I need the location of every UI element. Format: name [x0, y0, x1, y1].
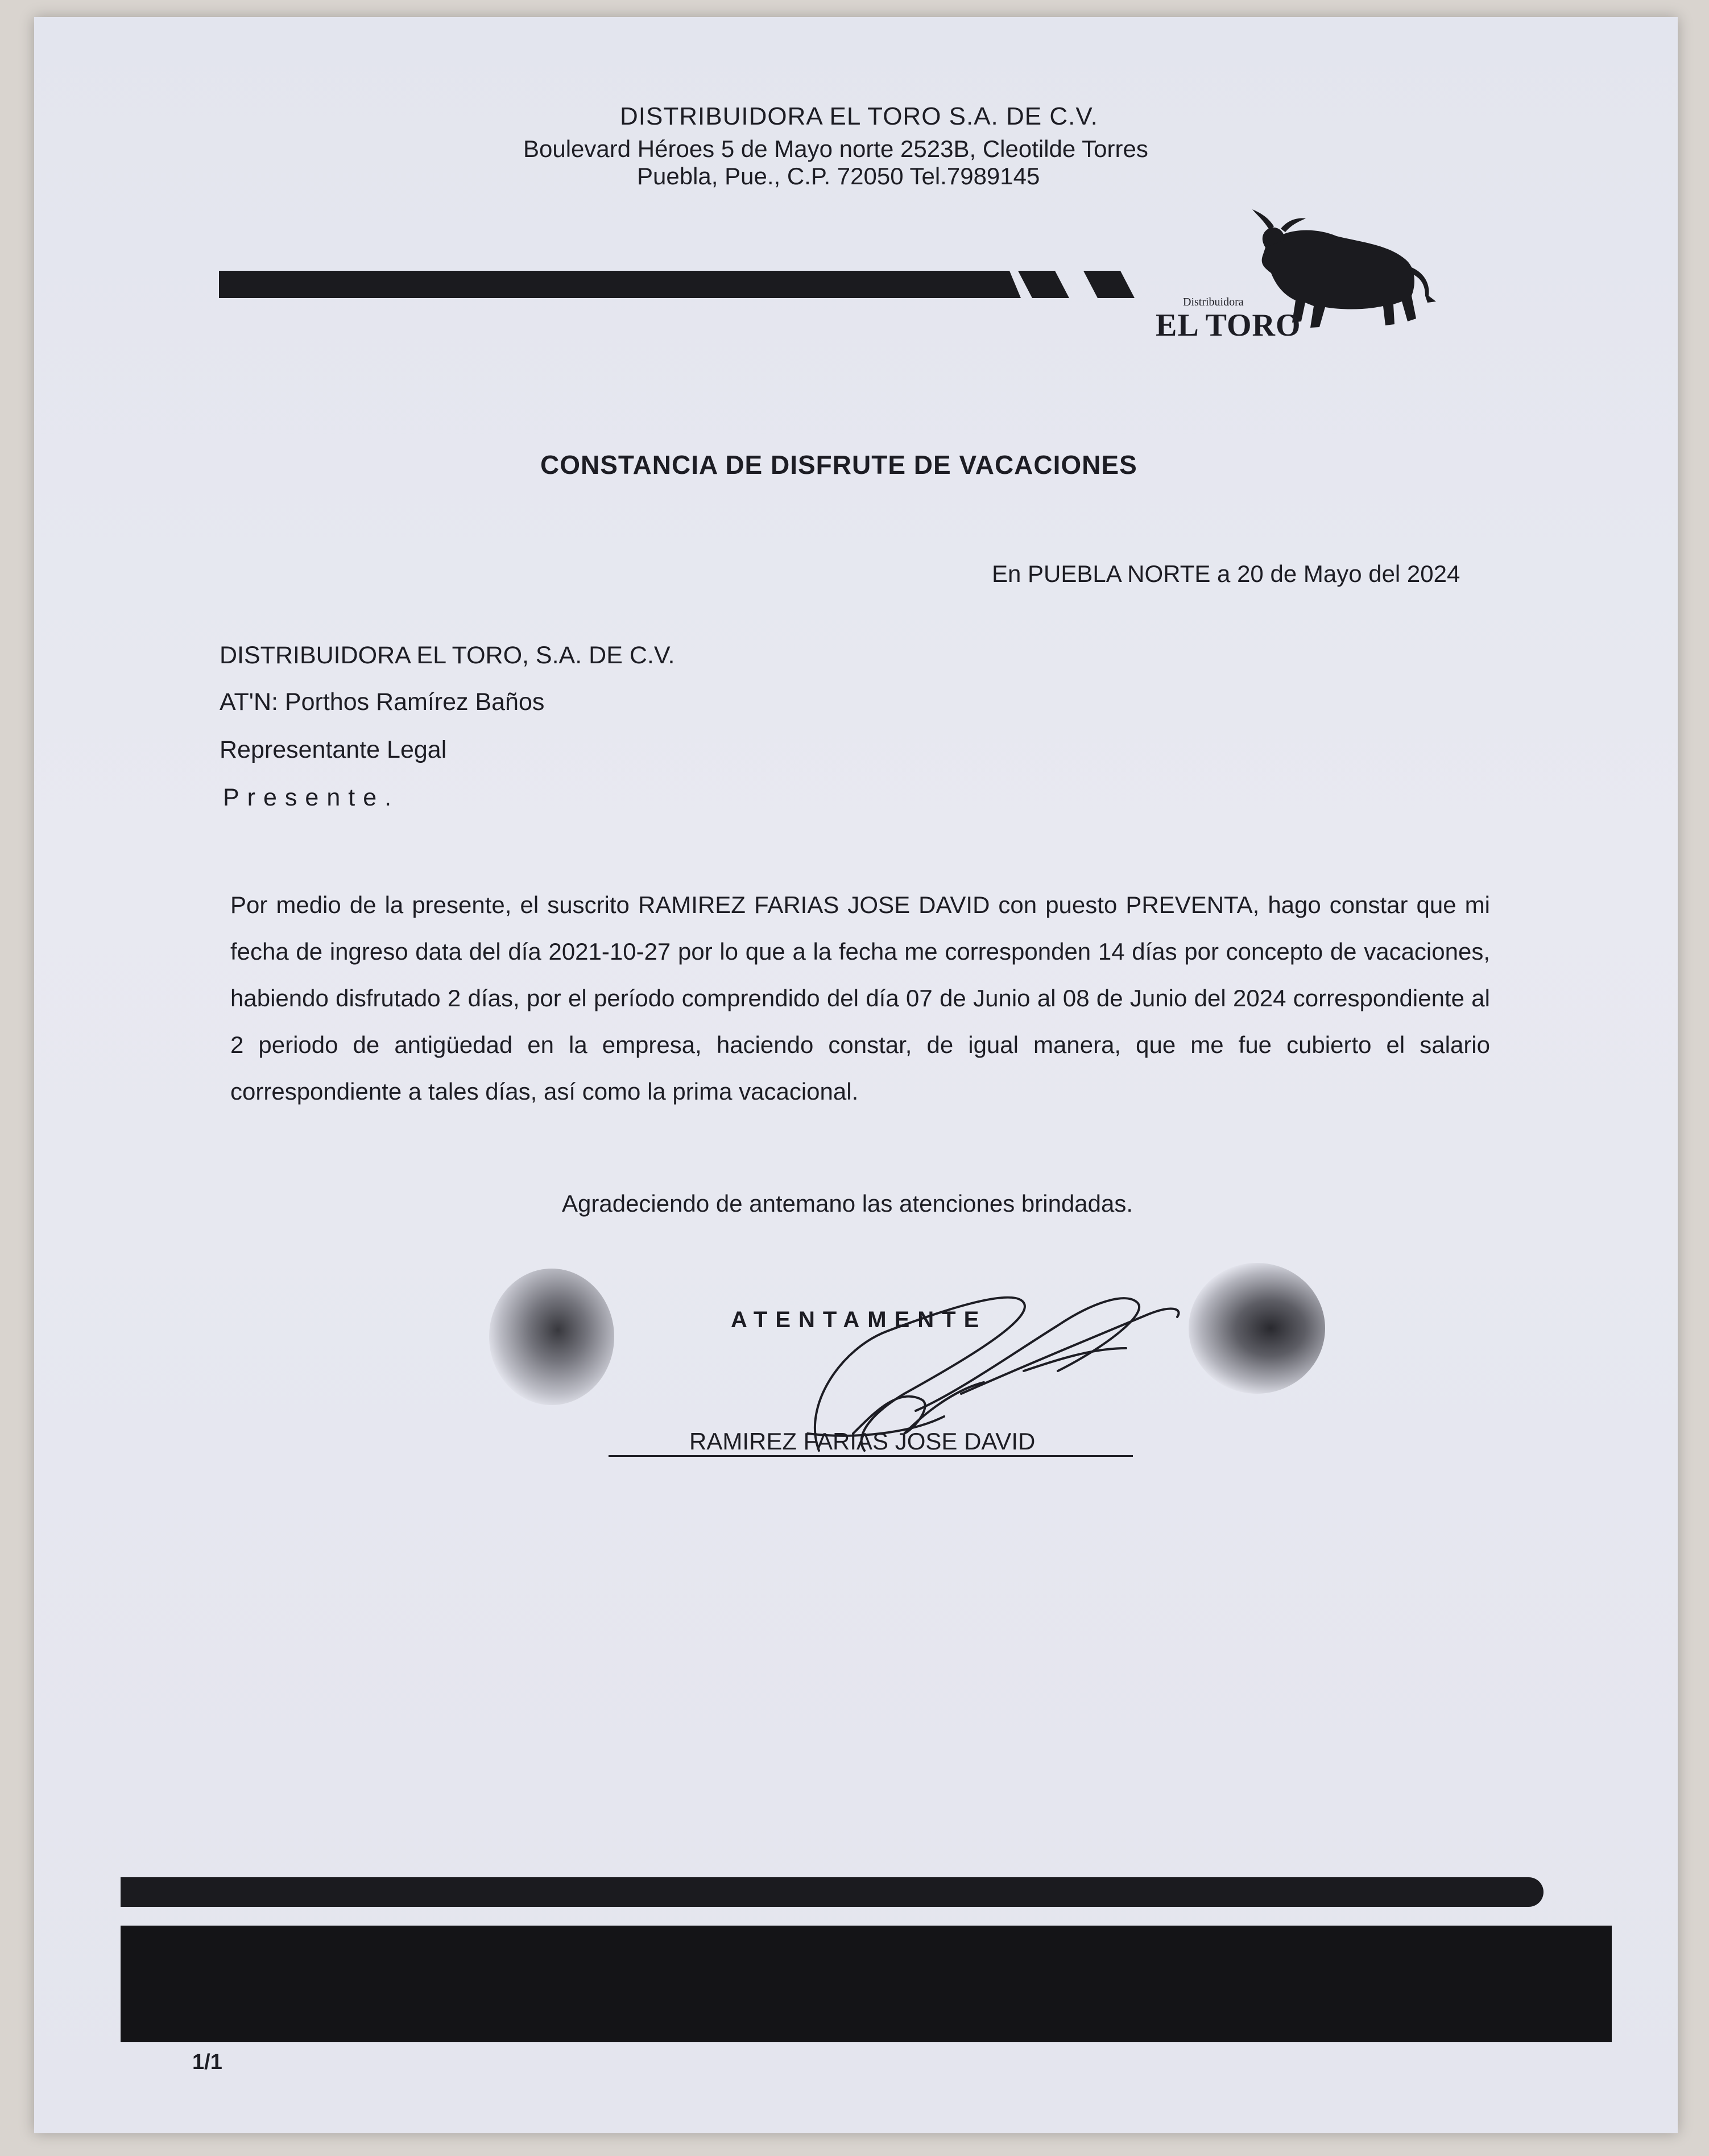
recipient-attention: AT'N: Porthos Ramírez Baños	[220, 688, 545, 716]
closing-atentamente: ATENTAMENTE	[731, 1307, 987, 1332]
left-fingerprint-icon	[489, 1269, 614, 1405]
company-name: DISTRIBUIDORA EL TORO S.A. DE C.V.	[620, 102, 1098, 130]
logo-text: EL TORO	[1156, 308, 1301, 343]
recipient-company: DISTRIBUIDORA EL TORO, S.A. DE C.V.	[220, 642, 675, 669]
date-line: En PUEBLA NORTE a 20 de Mayo del 2024	[992, 560, 1460, 587]
body-paragraph: Por medio de la presente, el suscrito RAMIREZ FARIAS JOSE DAVID con puesto PREVENTA, hago constar que mi fecha de ingreso data del día 2021-10-27 por lo que a la fecha me corresponden 14 días por concepto de vacaciones, habiendo disfrutado 2 días, por el período comprendido del día 07 de Junio al 08 de Junio del 2024 correspondiente al 2 periodo de antigüedad en la empresa, haciendo constar, de igual manera, que me fue cubierto el salario correspondiente a tales días, así como la prima vacacional.	[230, 891, 1490, 1105]
presente-line: Presente.	[223, 784, 400, 811]
footer-bar-thin	[121, 1877, 1544, 1907]
recipient-role: Representante Legal	[220, 736, 447, 763]
footer-bar-thick	[121, 1926, 1612, 2042]
logo-subtitle: Distribuidora	[1183, 296, 1244, 308]
header-decorative-bar	[219, 267, 1140, 301]
company-address-line-1: Boulevard Héroes 5 de Mayo norte 2523B, Cleotilde Torres	[523, 135, 1148, 162]
signature-line	[609, 1455, 1133, 1457]
document-title: CONSTANCIA DE DISFRUTE DE VACACIONES	[540, 450, 1137, 480]
signer-name: RAMIREZ FARIAS JOSE DAVID	[689, 1428, 1036, 1455]
company-address-line-2: Puebla, Pue., C.P. 72050 Tel.7989145	[637, 163, 1040, 189]
thanks-line: Agradeciendo de antemano las atenciones brindadas.	[562, 1190, 1133, 1217]
page-number: 1/1	[192, 2050, 222, 2074]
